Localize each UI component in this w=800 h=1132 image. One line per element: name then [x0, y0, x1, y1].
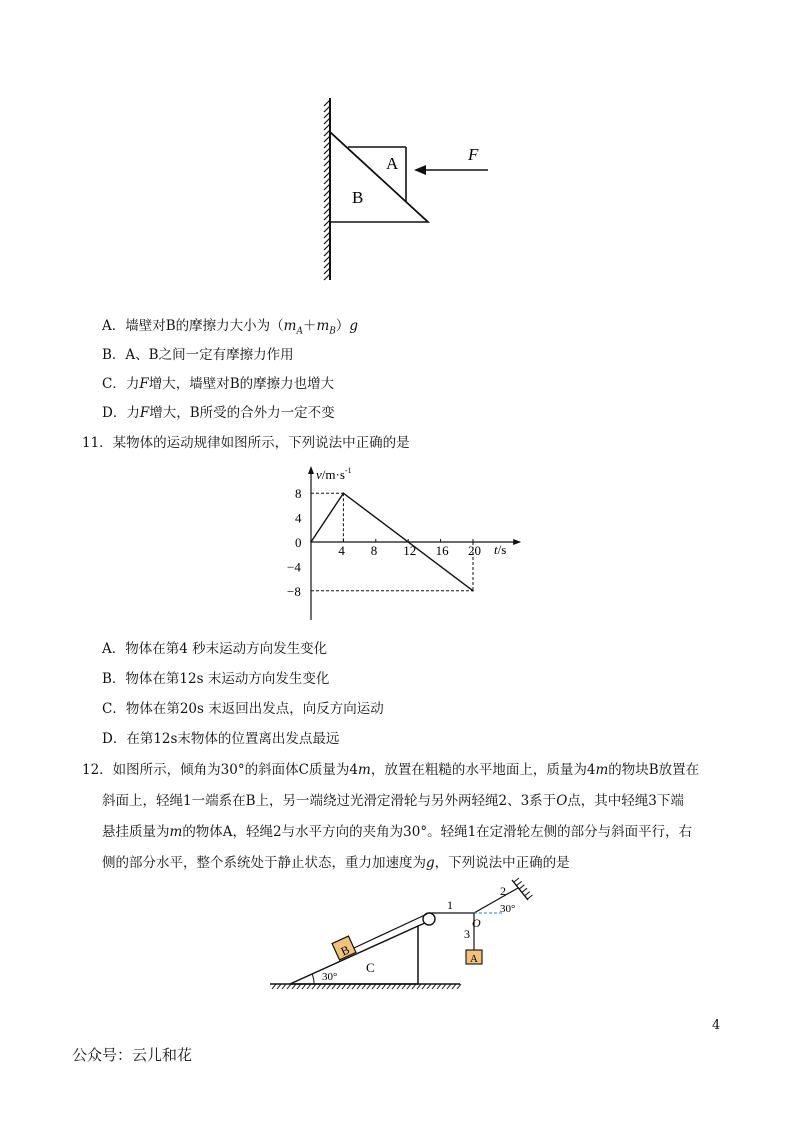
text-run: 悬挂质量为 [102, 824, 170, 840]
text-run: m [358, 762, 371, 778]
q12-line-3 [102, 826, 692, 840]
x-tick-label: 8 [370, 543, 378, 558]
q11-option-d: D．在第12s末物体的位置离出发点最远 [102, 731, 340, 747]
point-o-label: O [472, 916, 481, 930]
x-axis-arrow [513, 539, 521, 545]
page-number: 4 [712, 1018, 721, 1033]
incline-c [290, 926, 418, 984]
y-axis-label: $v/m\cdot s^{-1}$ [316, 466, 352, 482]
text-run: m [595, 762, 609, 778]
data-point [472, 590, 474, 592]
text-run: ，下列说法中正确的是 [434, 855, 570, 871]
y-tick-label: −4 [287, 559, 301, 575]
q12-line-2 [102, 795, 684, 809]
x-axis-label: t/s [494, 542, 507, 557]
text-run: 斜面上，轻绳1一端系在B上，另一端绕过光滑定滑轮与另外两轻绳2、3系于 [102, 793, 557, 809]
text-run: m [169, 824, 183, 840]
q11-option-a: A．物体在第4 秒末运动方向发生变化 [102, 641, 328, 657]
rope-angle-label: 30° [500, 903, 516, 915]
rope-3-label: 3 [464, 927, 470, 941]
x-tick-label: 4 [338, 543, 345, 558]
incline-pulley-figure [262, 876, 542, 998]
text-run: 的物块B放置在 [608, 762, 700, 778]
slope-angle-label: 30° [322, 971, 338, 983]
label-b: B [352, 188, 364, 207]
text-run: ，放置在粗糙的水平地面上，质量为4 [370, 762, 596, 778]
q11-option-b: B．物体在第12s 末运动方向发生变化 [102, 671, 330, 687]
footer-text: 公众号：云儿和花 [72, 1046, 193, 1064]
data-point [343, 492, 345, 494]
rope-1-slope [354, 914, 427, 948]
label-f: F [468, 145, 479, 164]
force-arrowhead [414, 165, 426, 175]
label-a: A [386, 154, 399, 173]
text-run: g [426, 855, 435, 871]
y-tick-label: 8 [295, 486, 302, 502]
wall-block-figure [300, 90, 510, 290]
y-axis-arrow [308, 466, 314, 474]
rope-1-label: 1 [447, 898, 453, 912]
velocity-time-chart [270, 460, 530, 620]
q10-option-b: B．A、B之间一定有摩擦力作用 [102, 347, 294, 363]
data-point [310, 541, 312, 543]
text-run: 侧的部分水平，整个系统处于静止状态，重力加速度为 [102, 855, 426, 871]
x-tick-label: 20 [468, 543, 481, 558]
y-tick-label: −8 [287, 583, 301, 599]
q10-option-c: C．力F增大，墙壁对B的摩擦力也增大 [102, 376, 335, 392]
block-a-label: A [470, 953, 478, 965]
q12-line-1 [82, 764, 699, 778]
q10-option-d: D．力F增大，B所受的合外力一定不变 [102, 405, 335, 421]
incline-c-label: C [366, 960, 375, 975]
block-b-label: B [338, 942, 352, 959]
y-tick-label: 0 [295, 535, 302, 550]
q11-stem: 11．某物体的运动规律如图所示，下列说法中正确的是 [82, 435, 410, 451]
text-run: 点，其中轻绳3下端 [567, 793, 684, 809]
q11-option-c: C．物体在第20s 末返回出发点，向反方向运动 [102, 701, 384, 717]
text-run: 12．如图所示，倾角为30°的斜面体C质量为4 [82, 762, 359, 778]
incline-line [330, 132, 428, 222]
y-tick-label: 4 [295, 510, 302, 526]
x-tick-label: 12 [403, 543, 417, 558]
q10-option-a: A．墙壁对B的摩擦力大小为$(m_A+m_B)g$ [102, 318, 359, 337]
rope-2-label: 2 [500, 884, 506, 898]
q12-line-4 [102, 857, 570, 871]
text-run: O [556, 793, 568, 809]
text-run: 的物体A，轻绳2与水平方向的夹角为30°。轻绳1在定滑轮左侧的部分与斜面平行，右 [182, 824, 693, 840]
x-tick-label: 16 [435, 543, 449, 558]
